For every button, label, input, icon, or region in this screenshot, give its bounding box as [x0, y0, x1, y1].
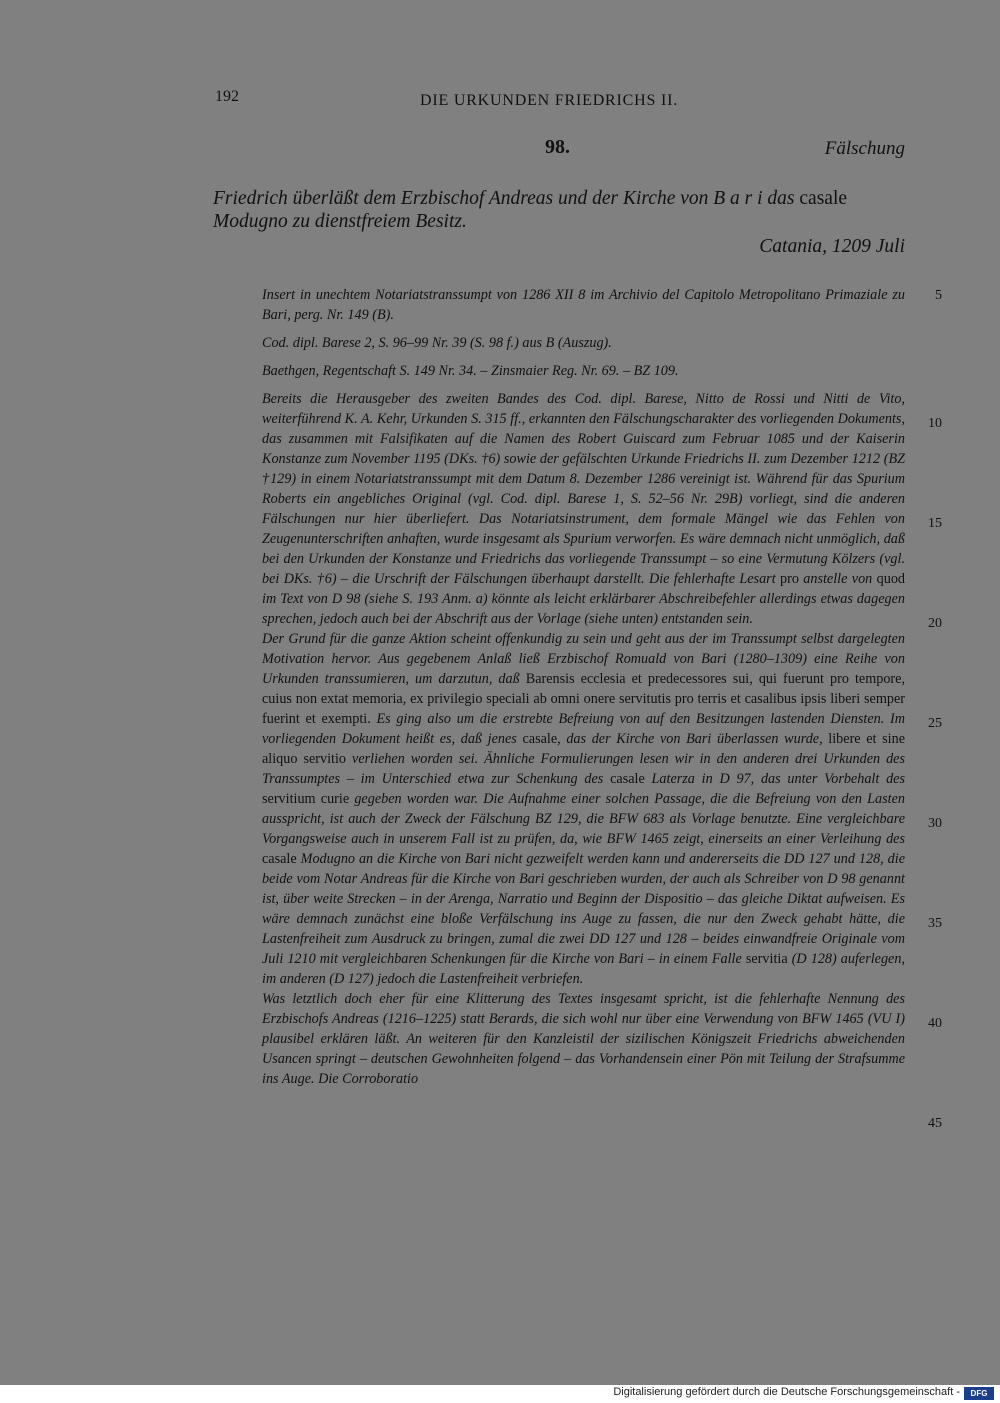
line-number: 15 — [928, 516, 942, 531]
latin-term: casale — [610, 771, 645, 787]
tradition-note: Insert in unechtem Notariatstranssumpt von 1286 XII 8 im Archivio del Capitolo Metropolitano Primaziale zu Bari, perg. Nr. 149 (B). — [262, 287, 905, 323]
text-run: Modugno an die Kirche von Bari nicht gezweifelt werden kann und andererseits die DD 127 und 128, die beide vom Notar Andreas für die Kirche von Bari geschrieben wurden, der auch als Schreiber von D 98 genannt ist, über weite Strecken – in der Arenga, Narratio und Beginn der Dispositio – das gleiche Diktat aufweisen. Es wäre demnach zunächst eine bloße Verfälschung ins Auge zu fassen, die nur den Zweck gehabt hätte, die Lastenfreiheit zum Ausdruck zu bringen, zumal die zwei DD 127 und 128 – beides einwandfreie Originale vom Juli 1210 mit vergleichbaren Schenkungen für die Kirche von Bari – in einem Falle — [262, 851, 906, 967]
place-date: Catania, 1209 Juli — [759, 236, 905, 257]
text-run: gegeben worden war. Die Aufnahme einer solchen Passage, die die Befreiung von den Lasten ausspricht, ist auch der Zweck der Fälschung BZ 129, die BFW 683 als Vorlage benutzte. Eine vergleichbare Vorgangsweise auch in unserem Fall ist zu prüfen, da, wie BFW 1465 zeigt, einerseits an einer Verleihung des — [262, 791, 906, 847]
summary-text: Friedrich überläßt dem Erzbischof Andreas und der Kirche von B a r i das — [213, 188, 795, 209]
latin-quotation: Barensis ecclesia et predecessores sui, qui fuerunt pro tempore, cuius non extat memoria, ex privilegio speciali ab omni onere servitutis pro terris et casalibus ipsis liberi semper fuerint et exempti. — [262, 671, 905, 727]
line-number: 35 — [928, 916, 942, 931]
commentary-paragraph — [262, 389, 905, 629]
commentary-paragraph: Was letztlich doch eher für eine Klitterung des Textes insgesamt spricht, ist die fehlerhafte Nennung des Erzbischofs Andreas (1216–1225) statt Berards, die sich wohl nur über eine Verwendung von BFW 1465 (VU I) plausibel erklären läßt. An weiteren für den Kanzleistil der sizilischen Königszeit Friedrichs abweichenden Usancen springt – deutschen Gewohnheiten folgend – das Vorhandensein einer Pön mit Teilung der Strafsumme ins Auge. Die Corroboratio — [262, 991, 905, 1087]
text-run: Der Grund für die ganze Aktion scheint offenkundig zu sein und geht aus der im Transsumpt selbst dargelegten Motivation hervor. Aus gegebenem Anlaß ließ Erzbischof Romuald von Bari (1280–1309) eine Reihe von Urkunden transsumieren, um darzutun, daß — [262, 631, 905, 687]
line-number: 25 — [928, 716, 942, 731]
editions-note: Cod. dipl. Barese 2, S. 96–99 Nr. 39 (S. 98 f.) aus B (Auszug). — [262, 335, 612, 351]
latin-term: pro — [780, 571, 799, 587]
latin-term: servitia — [745, 951, 788, 967]
document-summary — [213, 187, 905, 233]
latin-term: casale, — [522, 731, 561, 747]
latin-term: servitium curie — [262, 791, 350, 807]
latin-term: libere et sine aliquo servitio — [262, 731, 905, 767]
text-run: Laterza in D 97, das unter Vorbehalt des — [651, 771, 905, 787]
document-label: Fälschung — [824, 138, 905, 159]
line-number: 30 — [928, 816, 942, 831]
text-run: anstelle von — [803, 571, 873, 587]
line-number: 10 — [928, 416, 942, 431]
line-number: 45 — [928, 1116, 942, 1131]
summary-latin-term: casale — [799, 188, 848, 209]
line-number: 20 — [928, 616, 942, 631]
line-number: 40 — [928, 1016, 942, 1031]
page-number: 192 — [215, 88, 239, 105]
text-run: (D 128) auferlegen, im anderen (D 127) jedoch die Lastenfreiheit verbriefen. — [262, 951, 905, 987]
critical-apparatus — [262, 285, 905, 1089]
text-run: Es ging also um die erstrebte Befreiung von auf den Besitzungen lastenden Diensten. Im vorliegenden Dokument heißt es, daß jenes — [262, 711, 905, 747]
commentary-paragraph — [262, 629, 905, 989]
footer-bar — [0, 1385, 1000, 1403]
line-number: 5 — [935, 288, 942, 303]
page-header — [215, 88, 905, 112]
latin-term: casale — [262, 851, 297, 867]
text-run: das der Kirche von Bari überlassen wurde, — [566, 731, 823, 747]
latin-term: quod — [876, 571, 905, 587]
text-run: Bereits die Herausgeber des zweiten Bandes des Cod. dipl. Barese, Nitto de Rossi und Nitti de Vito, weiterführend K. A. Kehr, Urkunden S. 315 ff., erkannten den Fälschungscharakter des vorliegenden Dokuments, das zusammen mit Falsifikaten auf die Namen des Robert Guiscard zum Februar 1085 und der Kaiserin Konstanze zum November 1195 (DKs. †6) sowie der gefälschten Urkunde Friedrichs II. zum Dezember 1212 (BZ †129) in einem Notariatstranssumpt mit dem Datum 8. Dezember 1286 vereinigt ist. Während für das Spurium Roberts ein angebliches Original (vgl. Cod. dipl. Barese 1, S. 52–56 Nr. 29B) vorliegt, sind die anderen Fälschungen nur hier überliefert. Das Notariatsinstrument, dem formale Mängel wie das Fehlen von Zeugenunterschriften anhaften, wurde insgesamt als Spurium verworfen. Es wäre demnach nicht unmöglich, daß bei den Urkunden der Konstanze und Friedrichs das vorliegende Transsumpt – so eine Vermutung Kölzers (vgl. bei DKs. †6) – die Urschrift der Fälschungen überhaupt darstellt. Die fehlerhafte Lesart — [262, 391, 905, 587]
text-run: verliehen worden sei. Ähnliche Formulierungen lesen wir in den anderen drei Urkunden des Transsumptes – im Unterschied etwa zur Schenkung des — [262, 751, 905, 787]
summary-text-continued: Modugno zu dienstfreiem Besitz. — [213, 211, 467, 232]
document-number: 98. — [545, 136, 570, 158]
dfg-logo: DFG — [964, 1387, 994, 1400]
running-title: DIE URKUNDEN FRIEDRICHS II. — [420, 92, 679, 109]
regesta-note: Baethgen, Regentschaft S. 149 Nr. 34. – Zinsmaier Reg. Nr. 69. – BZ 109. — [262, 363, 679, 379]
text-run: im Text von D 98 (siehe S. 193 Anm. a) könnte als leicht erklärbarer Abschreibefehler allerdings etwas dagegen sprechen, jedoch auch bei der Abschrift aus der Vorlage (siehe unten) entstanden sein. — [262, 591, 905, 627]
funding-credit: Digitalisierung gefördert durch die Deutsche Forschungsgemeinschaft - — [613, 1386, 960, 1398]
